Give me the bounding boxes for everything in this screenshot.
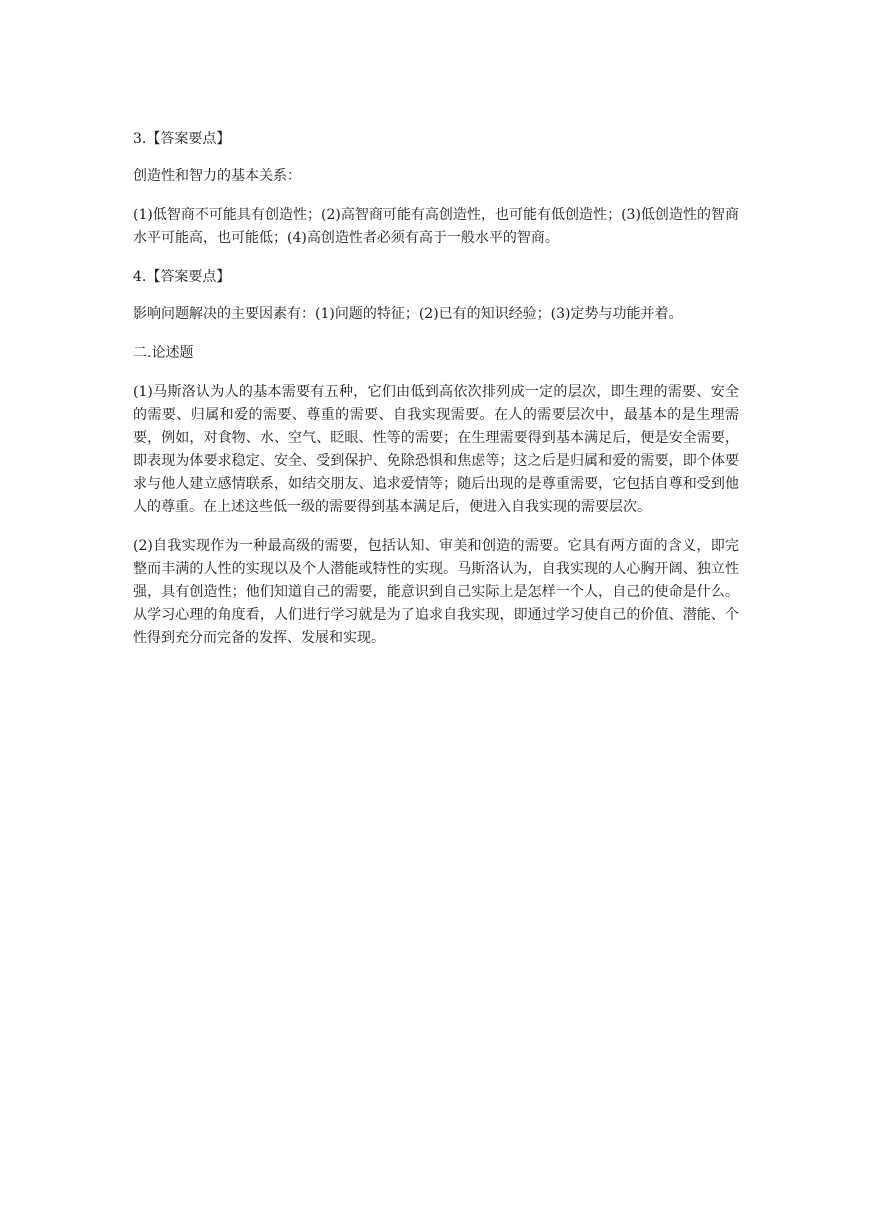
q3-intro: 创造性和智力的基本关系：	[133, 168, 301, 184]
essay-paragraph-2: (2)自我实现作为一种最高级的需要，包括认知、审美和创造的需要。它具有两方面的含义，即完整而丰满的人性的实现以及个人潜能或特性的实现。马斯洛认为，自我实现的人心胸开阔、独立性强，具有创造性；他们知道自己的需要，能意识到自己实际上是怎样一个人，自己的使命是什么。从学习心理的角度看，人们进行学习就是为了追求自我实现，即通过学习使自己的价值、潜能、个性得到充分而完备的发挥、发展和实现。	[133, 538, 739, 646]
document-page	[133, 128, 739, 666]
q4-heading: 4.【答案要点】	[133, 269, 231, 285]
section-heading: 二.论述题	[133, 345, 194, 361]
q4-body: 影响问题解决的主要因素有：(1)问题的特征；(2)已有的知识经验；(3)定势与功能并着。	[133, 306, 683, 322]
q3-body: (1)低智商不可能具有创造性；(2)高智商可能有高创造性，也可能有低创造性；(3)低创造性的智商水平可能高，也可能低；(4)高创造性者必须有高于一般水平的智商。	[133, 207, 739, 246]
essay-paragraph-1: (1)马斯洛认为人的基本需要有五种，它们由低到高依次排列成一定的层次，即生理的需要、安全的需要、归属和爱的需要、尊重的需要、自我实现需要。在人的需要层次中，最基本的是生理需要，例如，对食物、水、空气、眨眼、性等的需要；在生理需要得到基本满足后，便是安全需要，即表现为体要求稳定、安全、受到保护、免除恐惧和焦虑等；这之后是归属和爱的需要，即个体要求与他人建立感情联系，如结交朋友、追求爱情等；随后出现的是尊重需要，它包括自尊和受到他人的尊重。在上述这些低一级的需要得到基本满足后，便进入自我实现的需要层次。	[133, 384, 739, 515]
q3-heading: 3.【答案要点】	[133, 131, 231, 147]
